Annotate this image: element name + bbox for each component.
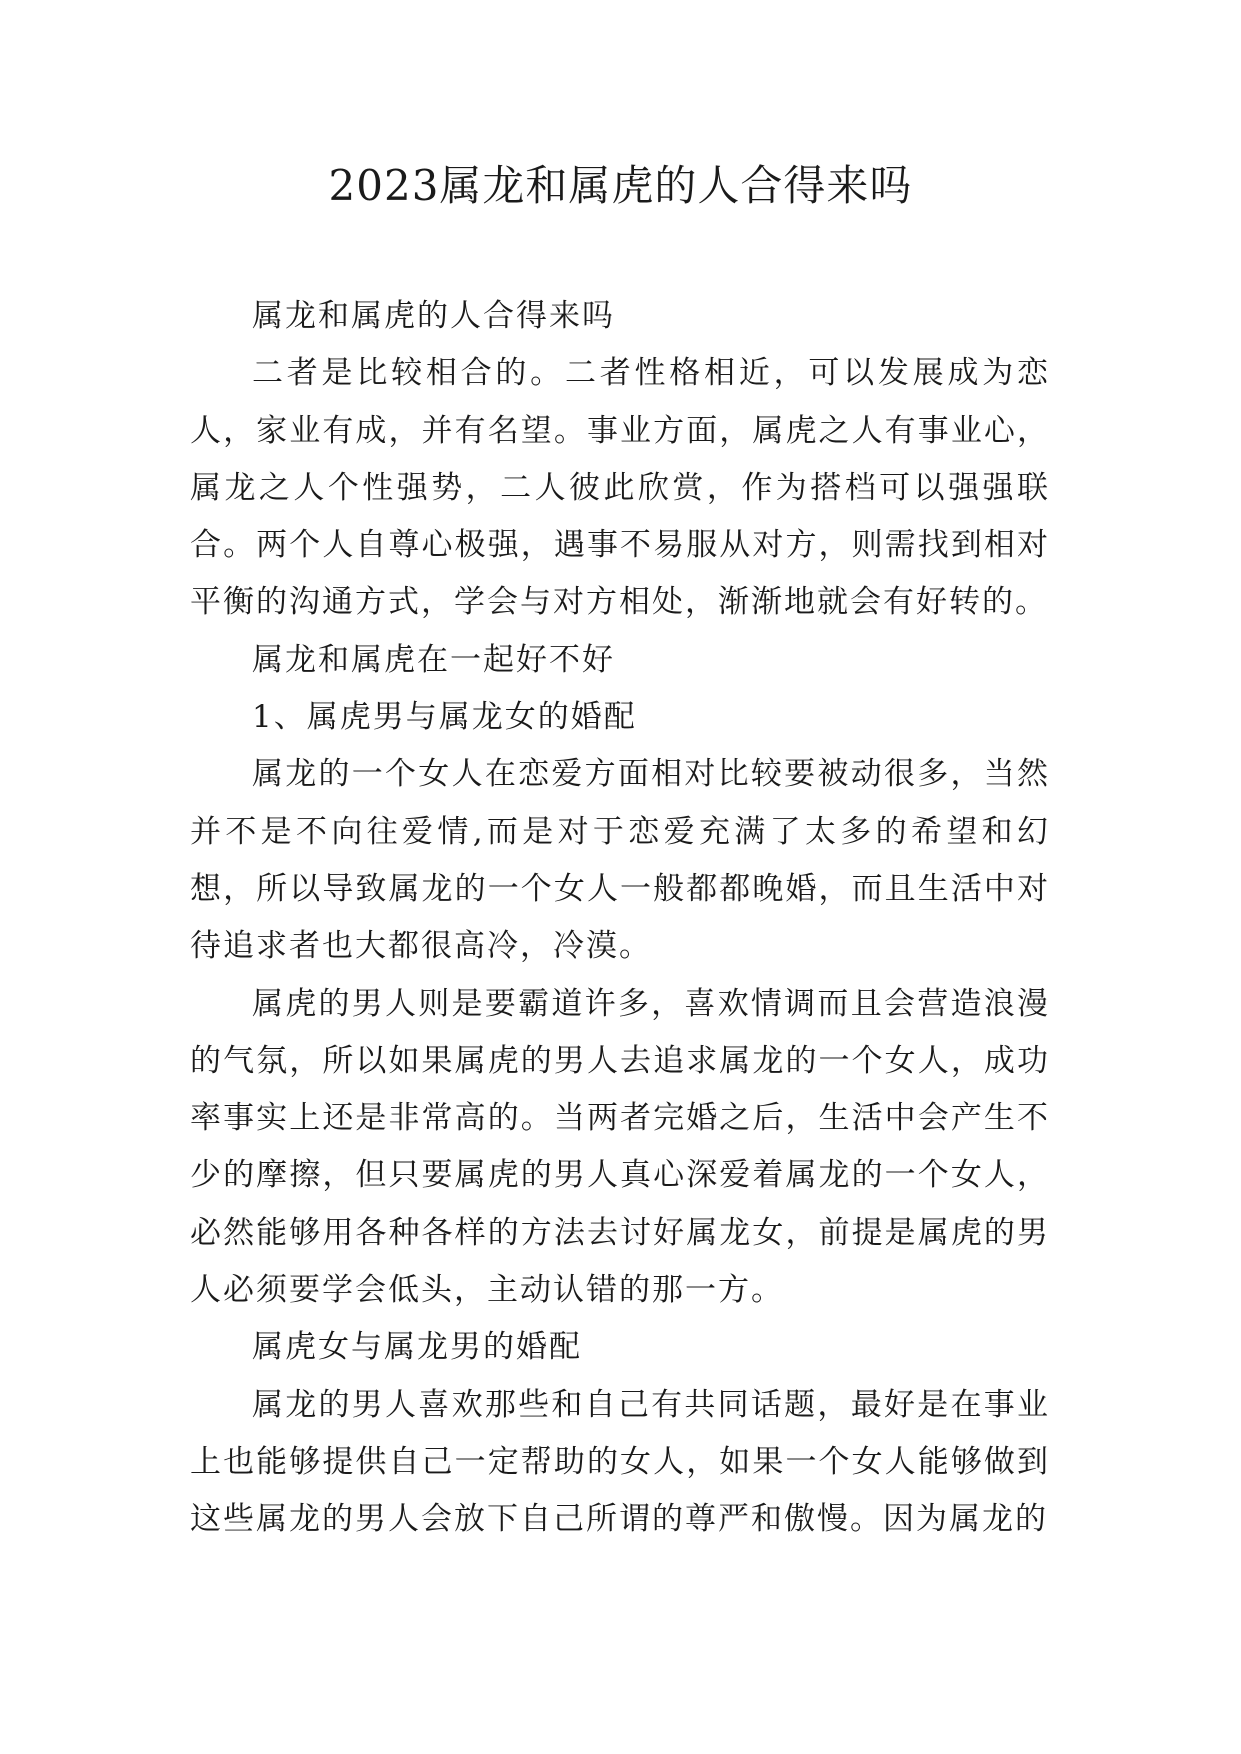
- paragraph: 属龙的一个女人在恋爱方面相对比较要被动很多，当然并不是不向往爱情,而是对于恋爱充满了太多的希望和幻想，所以导致属龙的一个女人一般都都晚婚，而且生活中对待追求者也大都很高冷，冷漠。: [190, 756, 1050, 965]
- paragraph: 1、属虎男与属龙女的婚配: [252, 699, 637, 736]
- paragraph: 属龙和属虎的人合得来吗: [252, 298, 615, 334]
- paragraph: 属龙的男人喜欢那些和自己有共同话题，最好是在事业上也能够提供自己一定帮助的女人，如果一个女人能够做到这些属龙的男人会放下自己所谓的尊严和傲慢。因为属龙的: [190, 1386, 1050, 1538]
- paragraph: 二者是比较相合的。二者性格相近，可以发展成为恋人，家业有成，并有名望。事业方面，属虎之人有事业心，属龙之人个性强势，二人彼此欣赏，作为搭档可以强强联合。两个人自尊心极强，遇事不易服从对方，则需找到相对平衡的沟通方式，学会与对方相处，渐渐地就会有好转的。: [190, 355, 1050, 621]
- document-title: 2023属龙和属虎的人合得来吗: [328, 161, 913, 210]
- paragraph: 属龙和属虎在一起好不好: [252, 641, 615, 678]
- document-body: [190, 288, 1050, 1549]
- paragraph: 属虎女与属龙男的婚配: [252, 1329, 582, 1366]
- paragraph: 属虎的男人则是要霸道许多，喜欢情调而且会营造浪漫的气氛，所以如果属虎的男人去追求属龙的一个女人，成功率事实上还是非常高的。当两者完婚之后，生活中会产生不少的摩擦，但只要属虎的男人真心深爱着属龙的一个女人，必然能够用各种各样的方法去讨好属龙女，前提是属虎的男人必须要学会低头，主动认错的那一方。: [190, 985, 1050, 1309]
